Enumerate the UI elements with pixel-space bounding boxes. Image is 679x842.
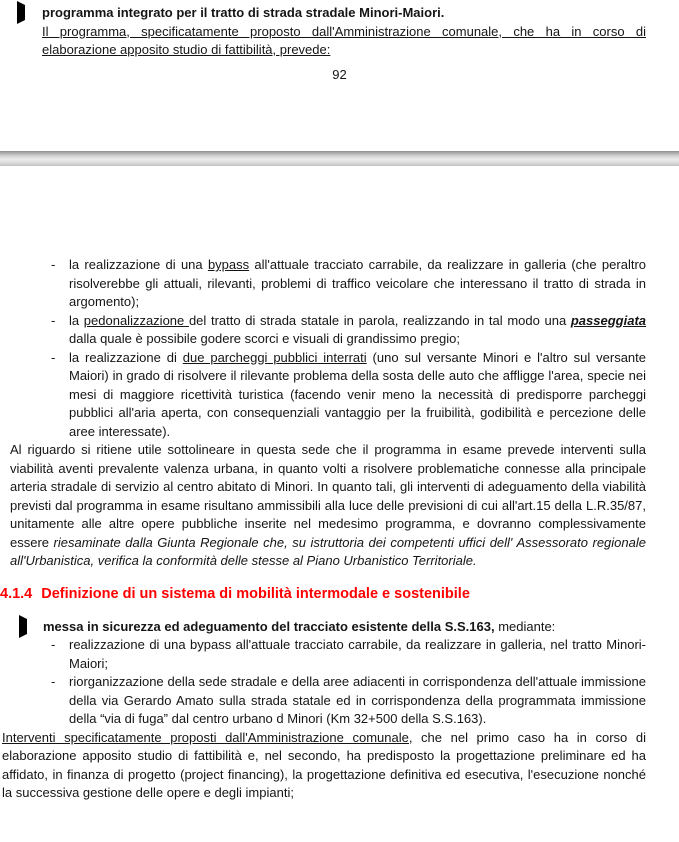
dash-bullet: - xyxy=(51,637,56,652)
text-run: Al riguardo si ritiene utile sottolineare in questa sede che il programma in esame prevede interventi sulla viabilità aventi prevalente valenza urbana, in quanto volti a risolvere problematiche connesse alla principale arteria stradale di servizio al centro abitato di Minori. In quanto tali, gli interventi di adeguamento della viabilità previsti dal programma in esame risultano ammissibili alla luce delle previsioni di cui all'art.15 della L.R.35/87, unitamente alle altre opere pubbliche inserite nel medesimo programma, e dovranno complessivamente essere xyxy=(10,442,646,550)
list-item xyxy=(51,673,646,729)
list-item xyxy=(51,312,646,349)
page-number: 92 xyxy=(332,66,347,82)
text-run: la xyxy=(69,312,84,328)
page2-content xyxy=(0,256,679,803)
text-run: che nel primo caso ha in corso di elaborazione apposito studio di fattibilità e, nel secondo, ha predisposto la progettazione preliminare ed ha affidato, in finanza di progetto (project financing), la progettazione definitiva ed esecutiva, l'esecuzione nonché la successiva gestione delle opere e degli impianti; xyxy=(2,729,646,800)
underlined-paragraph xyxy=(42,23,646,60)
section-title: Definizione di un sistema di mobilità intermodale e sostenibile xyxy=(41,585,470,602)
section-heading-4-1-4 xyxy=(0,585,679,604)
dash-bullet: - xyxy=(51,257,56,272)
list-item-text xyxy=(69,256,646,312)
bullet-item-messa-in-sicurezza xyxy=(19,618,646,637)
text-run: all'attuale tracciato carrabile, da realizzare in galleria (che peraltro risolverebbe gli attuali, rilevanti, problemi di traffico veicolare che interessano il tratto di strada in argomento); xyxy=(69,257,647,309)
paragraph-al-riguardo xyxy=(10,441,646,571)
list-item-text: riorganizzazione della sede stradale e della aree adiacenti in corrispondenza dell'attuale immissione della via Gerardo Amato sulla strada statale ed in corrispondenza della programmata immissione della “via di fuga” dal centro urbano d Minori (Km 32+500 della S.S.163). xyxy=(69,674,646,726)
bullet-item-text xyxy=(43,618,555,637)
text-run: la realizzazione di xyxy=(69,349,183,365)
text-run: la realizzazione di una xyxy=(69,257,208,272)
list-item-text: realizzazione di una bypass all'attuale tracciato carrabile, da realizzare in galleria, nel tratto Minori-Maiori; xyxy=(69,637,646,671)
text-run: del tratto di strada statale in parola, realizzando in tal modo una xyxy=(188,312,571,328)
bold-italic-underlined-run: passeggiata xyxy=(570,312,647,328)
list-item-text xyxy=(69,349,646,442)
dash-bullet: - xyxy=(51,674,56,689)
page1-content xyxy=(0,4,679,84)
dash-list-programma xyxy=(0,256,679,441)
list-item xyxy=(51,636,646,673)
text-run: (uno sul versante Minori e l'altro sul versante Maiori) in grado di risolvere il rilevante problema della sosta delle auto che affligge l'area, specie nei mesi di maggiore ricettività turistica (facendo venir meno la necessità di predisporre parcheggi pubblici all'aria aperta, con consequenziali vantaggio per la fruibilità, godibilità e percezione delle aree interessate). xyxy=(69,349,646,439)
list-item xyxy=(51,349,646,442)
bullet-item-programma-integrato xyxy=(17,4,646,23)
arrowhead-bullet-icon xyxy=(19,618,43,637)
underlined-run: due parcheggi pubblici interrati xyxy=(182,349,367,365)
arrowhead-bullet-icon xyxy=(17,4,42,23)
underlined-run: pedonalizzazione xyxy=(83,312,189,328)
text-run: mediante: xyxy=(494,618,556,634)
underlined-run: bypass xyxy=(207,257,250,272)
underlined-paragraph-text: Il programma, specificatamente proposto dall'Amministrazione comunale, che ha in corso di elaborazione apposito studio di fattibilità, prevede: xyxy=(42,23,646,57)
bullet-item-text: programma integrato per il tratto di strada stradale Minori-Maiori. xyxy=(42,5,445,20)
underlined-run: Interventi specificatamente proposti dall'Amministrazione comunale, xyxy=(2,729,413,745)
dash-bullet: - xyxy=(51,349,56,365)
dash-list-messa-in-sicurezza xyxy=(0,636,679,729)
italic-run: riesaminate dalla Giunta Regionale che, su istruttoria dei competenti uffici dell' Assessorato regionale all'Urbanistica, verifica la conformità delle stesse al Piano Urbanistico Territoriale. xyxy=(10,534,646,568)
dash-bullet: - xyxy=(51,312,56,328)
list-item-text xyxy=(69,312,646,349)
bold-run: messa in sicurezza ed adeguamento del tracciato esistente della S.S.163, xyxy=(43,618,495,634)
list-item xyxy=(51,256,646,312)
page-separator xyxy=(0,151,679,166)
paragraph-interventi xyxy=(2,729,646,803)
section-number: 4.1.4 xyxy=(0,585,33,602)
text-run: dalla quale è possibile godere scorci e visuali di grandissimo pregio; xyxy=(69,331,460,346)
